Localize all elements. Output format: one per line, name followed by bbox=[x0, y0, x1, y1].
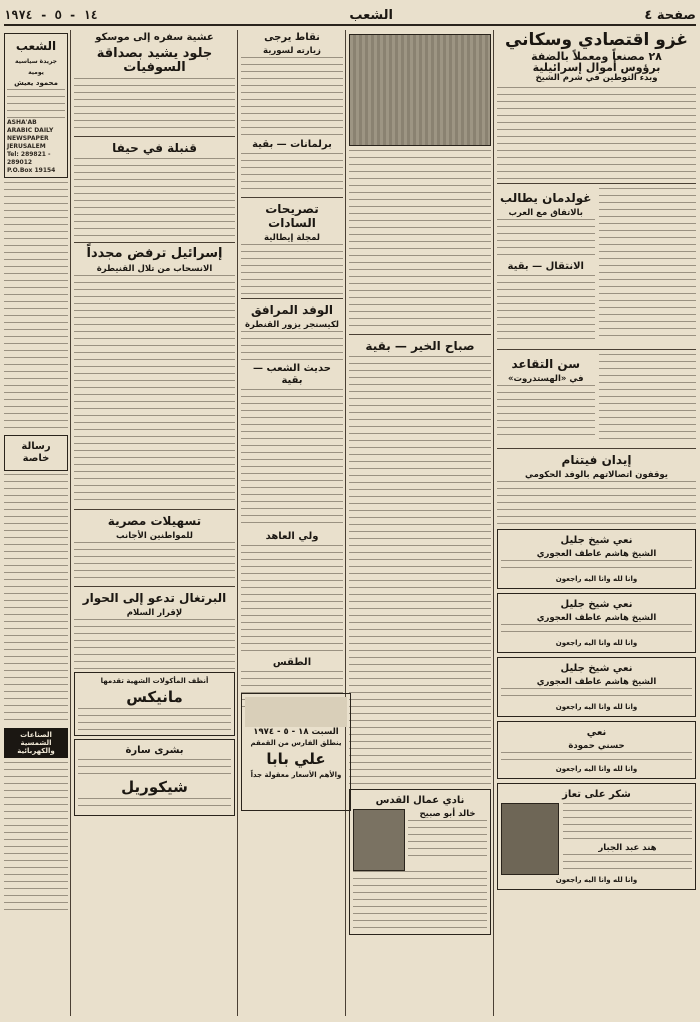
ad-brand: شيكوريل bbox=[121, 778, 188, 796]
condolence-notice bbox=[497, 657, 696, 717]
story-headline: عشية سفره إلى موسكو bbox=[95, 32, 214, 43]
ad-brand: مانيكس bbox=[126, 688, 183, 706]
notice-footer: وانا لله وانا اليه راجعون bbox=[555, 575, 638, 583]
article-body bbox=[599, 188, 697, 338]
news-photo bbox=[349, 34, 491, 146]
story-headline: إسرائيل ترفض مجدداً bbox=[86, 246, 223, 261]
paper-info-box bbox=[4, 33, 68, 178]
ad-text: الصناعات الشمسية والكهربائية bbox=[17, 731, 55, 755]
notice-title: نعي شيخ جليل bbox=[560, 663, 633, 674]
story-headline: تسهيلات مصرية bbox=[107, 514, 202, 528]
ali-baba-ad bbox=[241, 693, 351, 811]
telephone: Tel: 289821 - 289012 bbox=[7, 151, 51, 166]
story-subheadline: للمواطنين الأجانب bbox=[116, 531, 193, 541]
story-headline: الطقس bbox=[272, 657, 312, 668]
article-body bbox=[497, 87, 696, 179]
article-body bbox=[497, 219, 595, 259]
paper-name: الشعب bbox=[349, 7, 393, 23]
story-headline: الانتقال — بقية bbox=[507, 261, 584, 272]
english-name: NEWSPAPER bbox=[7, 135, 49, 142]
column-rule bbox=[237, 30, 238, 1016]
paper-logo: الشعب bbox=[15, 39, 57, 53]
notice-name: حسني حمودة bbox=[568, 741, 625, 751]
lead-subheadline: وبدء التوطين في شرم الشيخ bbox=[535, 73, 658, 83]
notice-title: نعي شيخ جليل bbox=[560, 599, 633, 610]
english-name: ARABIC DAILY bbox=[7, 127, 54, 134]
editor-name: محمود يعيش bbox=[14, 79, 58, 87]
article-body bbox=[349, 356, 491, 786]
notice-footer: وانا لله وانا اليه راجعون bbox=[555, 876, 638, 884]
article-body bbox=[497, 481, 696, 525]
story-subheadline: لكيسنجر يزور القنطرة bbox=[245, 320, 339, 330]
ad-date: السبت ١٨ - ٥ - ١٩٧٤ bbox=[253, 727, 339, 737]
english-name: ASHA'AB bbox=[7, 119, 37, 126]
story-headline: جلود يشيد بصداقة السوفيات bbox=[96, 46, 213, 75]
story-headline: برلمانات — بقية bbox=[252, 139, 332, 150]
ad-headline: أنظف المأكولات الشهية تقدمها bbox=[100, 677, 209, 685]
column-rule bbox=[493, 30, 494, 1016]
page-label: صفحة ٤ bbox=[644, 7, 696, 23]
condolence-notice bbox=[497, 529, 696, 589]
lead-subheadline: برؤوس أموال إسرائيلية bbox=[532, 61, 661, 74]
ad-line: ينطلق الفارس من القمقم bbox=[250, 739, 342, 747]
thanks-notice bbox=[497, 783, 696, 890]
ad-illustration bbox=[245, 697, 347, 727]
notice-name: الشيخ هاشم عاطف العجوري bbox=[536, 549, 657, 559]
special-message-box bbox=[4, 435, 68, 471]
lead-subheadline: ٢٨ مصنعاً ومعملاً بالضفة bbox=[531, 50, 662, 63]
story-headline: تصريحات السادات bbox=[265, 202, 319, 230]
notice-title: نادي عمال القدس bbox=[375, 795, 465, 806]
notice-name: خالد أبو صبيح bbox=[419, 809, 476, 819]
paper-tagline: جريدة سياسية يومية bbox=[15, 58, 57, 76]
masthead bbox=[4, 6, 696, 26]
notice-name: الشيخ هاشم عاطف العجوري bbox=[536, 613, 657, 623]
story-headline: نقاط يرجى bbox=[264, 32, 320, 43]
club-notice bbox=[349, 789, 491, 935]
notice-title: نعي شيخ جليل bbox=[560, 535, 633, 546]
athlete-photo bbox=[353, 809, 405, 871]
article-body bbox=[497, 275, 595, 345]
article-body bbox=[497, 385, 595, 435]
notice-footer: وانا لله وانا اليه راجعون bbox=[555, 703, 638, 711]
story-headline: الوفد المرافق bbox=[250, 303, 334, 317]
english-name: JERUSALEM bbox=[7, 143, 46, 150]
column-2 bbox=[349, 30, 491, 1016]
story-subheadline: الانسحاب من تلال القنيطرة bbox=[96, 264, 213, 274]
notice-name: هند عبد الجبار bbox=[598, 843, 657, 853]
notice-title: شكر على تعاز bbox=[562, 789, 631, 800]
story-subheadline: لمجلة إيطالية bbox=[264, 233, 320, 243]
story-subheadline: يوقفون اتصالاتهم بالوفد الحكومي bbox=[525, 470, 668, 480]
ad-tagline: والأهم الأسعار معقولة جداً bbox=[250, 771, 342, 779]
condolence-notice bbox=[497, 721, 696, 779]
manix-ad bbox=[74, 672, 235, 736]
column-1 bbox=[497, 30, 696, 1016]
column-4 bbox=[74, 30, 235, 1016]
story-subheadline: زيارته لسورية bbox=[263, 46, 321, 56]
industries-ad bbox=[4, 728, 68, 758]
story-headline: سن التقاعد bbox=[511, 357, 581, 371]
article-body bbox=[599, 354, 697, 444]
notice-footer: وانا لله وانا اليه راجعون bbox=[555, 639, 638, 647]
story-subheadline: في «الهستدروت» bbox=[507, 374, 584, 384]
column-rule bbox=[345, 30, 346, 1016]
article-body bbox=[349, 150, 491, 330]
column-rule bbox=[70, 30, 71, 1016]
column-3 bbox=[241, 30, 343, 1016]
story-headline: إيدان فيتنام bbox=[561, 453, 632, 467]
condolence-notice bbox=[497, 593, 696, 653]
box-title: رسالة خاصة bbox=[21, 441, 51, 464]
story-headline: البرتغال تدعو إلى الحوار bbox=[82, 591, 227, 605]
story-headline: قنبلة في حيفا bbox=[112, 141, 197, 155]
ad-headline: بشرى سارة bbox=[125, 745, 184, 756]
lead-headline: غزو اقتصادي وسكاني bbox=[504, 30, 689, 50]
story-headline: صباح الخير — بقية bbox=[365, 339, 475, 353]
notice-footer: وانا لله وانا اليه راجعون bbox=[555, 765, 638, 773]
story-subheadline: بالاتفاق مع العرب bbox=[508, 208, 584, 218]
story-headline: ولي العاهد bbox=[265, 531, 319, 542]
notice-name: الشيخ هاشم عاطف العجوري bbox=[536, 677, 657, 687]
story-subheadline: لإقرار السلام bbox=[126, 608, 183, 618]
shikorel-ad bbox=[74, 739, 235, 816]
notice-title: نعي bbox=[586, 727, 607, 738]
story-headline: حديث الشعب — بقية bbox=[253, 363, 331, 386]
column-5 bbox=[4, 30, 68, 1016]
issue-date: ١٤ - ٥ - ١٩٧٤ bbox=[4, 8, 98, 22]
portrait-photo bbox=[501, 803, 559, 875]
ad-brand: علي بابا bbox=[266, 750, 326, 768]
story-headline: غولدمان يطالب bbox=[500, 191, 592, 205]
po-box: P.O.Box 19154 bbox=[7, 167, 56, 174]
